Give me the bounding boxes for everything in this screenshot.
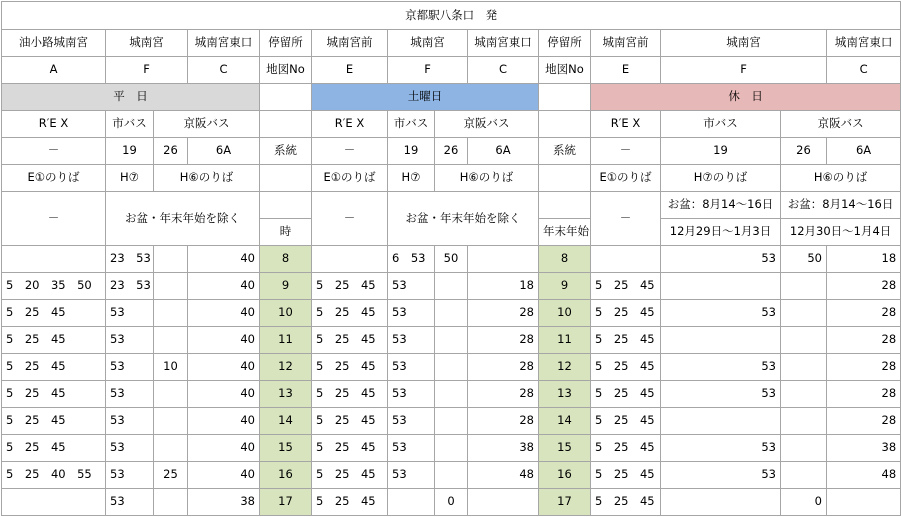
departure-cell bbox=[781, 408, 827, 435]
departure-cell: 28 bbox=[468, 408, 539, 435]
departure-cell: 5 25 45 bbox=[591, 273, 661, 300]
hour-cell: 10 bbox=[260, 300, 312, 327]
departure-cell bbox=[661, 273, 781, 300]
route-number: 26 bbox=[435, 138, 468, 165]
map-code: C bbox=[188, 57, 260, 84]
map-code: C bbox=[468, 57, 539, 84]
departure-cell: 28 bbox=[468, 381, 539, 408]
table-row bbox=[2, 327, 901, 354]
hour-cell: 14 bbox=[260, 408, 312, 435]
blank-cell bbox=[539, 111, 591, 138]
departure-cell bbox=[154, 273, 188, 300]
departure-cell: 0 bbox=[781, 489, 827, 516]
stop-name: 城南宮 bbox=[661, 30, 827, 57]
departure-cell: 40 bbox=[188, 354, 260, 381]
service-note: お盆・年末年始を除く bbox=[106, 192, 260, 246]
operator-rex: R′E X bbox=[2, 111, 106, 138]
rex-note: － bbox=[2, 192, 106, 246]
stop-label: 停留所 bbox=[260, 30, 312, 57]
platform-label: H⑦ bbox=[106, 165, 154, 192]
stop-name: 油小路城南宮 bbox=[2, 30, 106, 57]
weekday-header: 平 日 bbox=[2, 84, 260, 111]
departure-cell: 53 bbox=[661, 300, 781, 327]
departure-cell: 53 bbox=[106, 381, 154, 408]
departure-cell: 5 25 45 bbox=[2, 381, 106, 408]
departure-cell: 5 25 45 bbox=[312, 354, 388, 381]
timetable-rows bbox=[2, 246, 901, 516]
departure-cell: 5 25 45 bbox=[2, 327, 106, 354]
departure-cell: 5 25 45 bbox=[591, 327, 661, 354]
departure-cell bbox=[781, 381, 827, 408]
departure-cell: 5 20 35 50 bbox=[2, 273, 106, 300]
stop-name: 城南宮東口 bbox=[188, 30, 260, 57]
departure-cell: 48 bbox=[468, 462, 539, 489]
departure-cell: 53 bbox=[388, 462, 435, 489]
departure-cell bbox=[435, 327, 468, 354]
departure-cell: 5 25 45 bbox=[312, 462, 388, 489]
departure-cell: 38 bbox=[188, 489, 260, 516]
departure-cell: 53 bbox=[106, 408, 154, 435]
route-number: 26 bbox=[154, 138, 188, 165]
hour-cell: 16 bbox=[539, 462, 591, 489]
platform-label: E①のりば bbox=[312, 165, 388, 192]
stop-name: 城南宮 bbox=[388, 30, 468, 57]
platform-label: E①のりば bbox=[2, 165, 106, 192]
departure-cell bbox=[781, 327, 827, 354]
departure-cell: 38 bbox=[827, 435, 901, 462]
departure-cell: 53 bbox=[388, 408, 435, 435]
table-row bbox=[2, 408, 901, 435]
departure-cell bbox=[154, 246, 188, 273]
departure-cell: 53 bbox=[388, 273, 435, 300]
departure-cell: 23 53 bbox=[106, 246, 154, 273]
route-number: 6A bbox=[827, 138, 901, 165]
departure-cell: 53 bbox=[388, 354, 435, 381]
departure-cell: 6 53 bbox=[388, 246, 435, 273]
departure-cell: 5 25 45 bbox=[591, 408, 661, 435]
hour-cell: 13 bbox=[260, 381, 312, 408]
departure-cell: 28 bbox=[827, 381, 901, 408]
departure-cell: 23 53 bbox=[106, 273, 154, 300]
hour-cell: 9 bbox=[260, 273, 312, 300]
departure-cell bbox=[435, 273, 468, 300]
departure-cell bbox=[154, 489, 188, 516]
departure-cell bbox=[154, 381, 188, 408]
departure-cell: 5 25 45 bbox=[312, 489, 388, 516]
blank-cell bbox=[260, 84, 312, 111]
departure-cell: 40 bbox=[188, 273, 260, 300]
map-code: A bbox=[2, 57, 106, 84]
hour-cell: 12 bbox=[539, 354, 591, 381]
departure-cell bbox=[781, 354, 827, 381]
departure-cell: 28 bbox=[827, 300, 901, 327]
departure-cell: 5 25 45 bbox=[312, 408, 388, 435]
route-label: 系統 bbox=[260, 138, 312, 165]
departure-cell: 40 bbox=[188, 435, 260, 462]
departure-cell bbox=[435, 408, 468, 435]
departure-cell: 53 bbox=[106, 435, 154, 462]
year-end-label: 年末年始 bbox=[539, 219, 591, 246]
departure-cell: 5 25 45 bbox=[2, 300, 106, 327]
table-row bbox=[2, 273, 901, 300]
rex-note: － bbox=[591, 192, 661, 246]
departure-cell: 53 bbox=[106, 489, 154, 516]
departure-cell bbox=[661, 489, 781, 516]
departure-cell: 25 bbox=[154, 462, 188, 489]
departure-cell: 53 bbox=[661, 435, 781, 462]
departure-cell bbox=[2, 489, 106, 516]
departure-cell: 40 bbox=[188, 327, 260, 354]
departure-cell: 53 bbox=[661, 381, 781, 408]
departure-cell: 53 bbox=[661, 354, 781, 381]
departure-cell bbox=[312, 246, 388, 273]
stop-name: 城南宮東口 bbox=[827, 30, 901, 57]
operator-keihan-bus: 京阪バス bbox=[435, 111, 539, 138]
departure-cell bbox=[661, 327, 781, 354]
hour-cell: 8 bbox=[260, 246, 312, 273]
service-note: お盆・年末年始を除く bbox=[388, 192, 539, 246]
table-row bbox=[2, 489, 901, 516]
departure-cell: 28 bbox=[827, 354, 901, 381]
table-row bbox=[2, 435, 901, 462]
departure-cell: 5 25 45 bbox=[312, 381, 388, 408]
departure-cell bbox=[661, 408, 781, 435]
hour-cell: 17 bbox=[260, 489, 312, 516]
route-number: 19 bbox=[106, 138, 154, 165]
departure-cell bbox=[435, 381, 468, 408]
route-number: － bbox=[2, 138, 106, 165]
table-row bbox=[2, 354, 901, 381]
departure-cell bbox=[154, 435, 188, 462]
departure-cell: 53 bbox=[661, 462, 781, 489]
service-note: お盆：8月14～16日 bbox=[661, 192, 781, 219]
platform-label: H⑥のりば bbox=[781, 165, 901, 192]
departure-cell: 5 25 45 bbox=[312, 435, 388, 462]
table-row bbox=[2, 462, 901, 489]
departure-cell bbox=[154, 300, 188, 327]
stop-name: 城南宮 bbox=[106, 30, 188, 57]
map-code: E bbox=[591, 57, 661, 84]
map-code: F bbox=[388, 57, 468, 84]
departure-cell: 40 bbox=[188, 300, 260, 327]
route-number: － bbox=[312, 138, 388, 165]
operator-city-bus: 市バス bbox=[661, 111, 781, 138]
departure-cell bbox=[435, 435, 468, 462]
blank-cell bbox=[539, 165, 591, 192]
rex-note: － bbox=[312, 192, 388, 246]
hour-cell: 8 bbox=[539, 246, 591, 273]
hour-cell: 9 bbox=[539, 273, 591, 300]
departure-cell bbox=[435, 462, 468, 489]
route-number: 26 bbox=[781, 138, 827, 165]
platform-label: H⑥のりば bbox=[154, 165, 260, 192]
operator-keihan-bus: 京阪バス bbox=[154, 111, 260, 138]
departure-cell: 53 bbox=[388, 300, 435, 327]
platform-label: H⑥のりば bbox=[435, 165, 539, 192]
departure-cell: 5 25 45 bbox=[312, 300, 388, 327]
departure-cell: 53 bbox=[106, 327, 154, 354]
departure-cell: 5 25 45 bbox=[591, 489, 661, 516]
departure-cell: 40 bbox=[188, 408, 260, 435]
departure-cell: 28 bbox=[468, 327, 539, 354]
route-number: 19 bbox=[661, 138, 781, 165]
route-number: 6A bbox=[188, 138, 260, 165]
platform-label: E①のりば bbox=[591, 165, 661, 192]
departure-cell bbox=[781, 435, 827, 462]
departure-cell: 50 bbox=[435, 246, 468, 273]
departure-cell bbox=[781, 462, 827, 489]
departure-cell: 28 bbox=[827, 408, 901, 435]
hour-cell: 11 bbox=[260, 327, 312, 354]
stop-name: 城南宮前 bbox=[591, 30, 661, 57]
hour-cell: 12 bbox=[260, 354, 312, 381]
departure-cell bbox=[154, 408, 188, 435]
hour-cell: 17 bbox=[539, 489, 591, 516]
operator-city-bus: 市バス bbox=[388, 111, 435, 138]
table-row bbox=[2, 300, 901, 327]
departure-cell: 40 bbox=[188, 381, 260, 408]
departure-cell: 5 25 45 bbox=[591, 435, 661, 462]
platform-label: H⑦ bbox=[388, 165, 435, 192]
hour-cell: 10 bbox=[539, 300, 591, 327]
operator-city-bus: 市バス bbox=[106, 111, 154, 138]
departure-cell: 0 bbox=[435, 489, 468, 516]
service-note: 12月29日～1月3日 bbox=[661, 219, 781, 246]
departure-cell: 10 bbox=[154, 354, 188, 381]
map-code: F bbox=[661, 57, 827, 84]
blank-cell bbox=[260, 165, 312, 192]
departure-cell bbox=[435, 354, 468, 381]
departure-cell bbox=[468, 246, 539, 273]
hour-cell: 16 bbox=[260, 462, 312, 489]
departure-cell: 18 bbox=[827, 246, 901, 273]
departure-cell: 5 25 45 bbox=[591, 300, 661, 327]
table-row bbox=[2, 381, 901, 408]
route-number: 19 bbox=[388, 138, 435, 165]
stop-label: 停留所 bbox=[539, 30, 591, 57]
saturday-header: 土曜日 bbox=[312, 84, 539, 111]
departure-cell bbox=[468, 489, 539, 516]
departure-cell: 40 bbox=[188, 246, 260, 273]
departure-cell bbox=[781, 273, 827, 300]
blank-cell bbox=[539, 192, 591, 219]
departure-cell: 5 25 45 bbox=[2, 408, 106, 435]
blank-cell bbox=[539, 84, 591, 111]
departure-cell: 48 bbox=[827, 462, 901, 489]
departure-cell: 28 bbox=[827, 327, 901, 354]
departure-cell bbox=[435, 300, 468, 327]
departure-cell: 5 25 45 bbox=[591, 354, 661, 381]
departure-cell: 28 bbox=[468, 354, 539, 381]
departure-cell: 5 25 45 bbox=[591, 381, 661, 408]
blank-cell bbox=[260, 111, 312, 138]
route-number: － bbox=[591, 138, 661, 165]
departure-cell: 38 bbox=[468, 435, 539, 462]
route-number: 6A bbox=[468, 138, 539, 165]
departure-cell: 28 bbox=[468, 300, 539, 327]
departure-cell: 53 bbox=[106, 462, 154, 489]
departure-cell: 5 25 45 bbox=[312, 273, 388, 300]
service-note: お盆：8月14～16日 bbox=[781, 192, 901, 219]
operator-rex: R′E X bbox=[591, 111, 661, 138]
map-code: C bbox=[827, 57, 901, 84]
departure-cell: 5 25 40 55 bbox=[2, 462, 106, 489]
departure-cell: 53 bbox=[661, 246, 781, 273]
departure-cell: 53 bbox=[106, 354, 154, 381]
platform-label: H⑦のりば bbox=[661, 165, 781, 192]
operator-keihan-bus: 京阪バス bbox=[781, 111, 901, 138]
blank-cell bbox=[260, 192, 312, 219]
departure-cell bbox=[388, 489, 435, 516]
departure-cell bbox=[827, 489, 901, 516]
departure-cell bbox=[591, 246, 661, 273]
hour-cell: 15 bbox=[260, 435, 312, 462]
hour-label: 時 bbox=[260, 219, 312, 246]
departure-cell: 40 bbox=[188, 462, 260, 489]
hour-cell: 15 bbox=[539, 435, 591, 462]
timetable bbox=[1, 1, 901, 516]
departure-cell: 5 25 45 bbox=[2, 435, 106, 462]
departure-cell: 53 bbox=[388, 381, 435, 408]
departure-cell: 53 bbox=[388, 327, 435, 354]
map-no-label: 地図No bbox=[260, 57, 312, 84]
departure-cell bbox=[781, 300, 827, 327]
map-no-label: 地図No bbox=[539, 57, 591, 84]
hour-cell: 13 bbox=[539, 381, 591, 408]
map-code: E bbox=[312, 57, 388, 84]
service-note: 12月30日～1月4日 bbox=[781, 219, 901, 246]
departure-cell: 53 bbox=[106, 300, 154, 327]
table-row bbox=[2, 246, 901, 273]
departure-cell: 28 bbox=[827, 273, 901, 300]
departure-cell: 5 25 45 bbox=[312, 327, 388, 354]
hour-cell: 11 bbox=[539, 327, 591, 354]
departure-cell: 5 25 45 bbox=[591, 462, 661, 489]
departure-cell: 18 bbox=[468, 273, 539, 300]
table-title: 京都駅八条口 発 bbox=[2, 2, 901, 30]
stop-name: 城南宮東口 bbox=[468, 30, 539, 57]
departure-cell bbox=[2, 246, 106, 273]
route-label: 系統 bbox=[539, 138, 591, 165]
departure-cell: 53 bbox=[388, 435, 435, 462]
hour-cell: 14 bbox=[539, 408, 591, 435]
departure-cell: 50 bbox=[781, 246, 827, 273]
operator-rex: R′E X bbox=[312, 111, 388, 138]
map-code: F bbox=[106, 57, 188, 84]
departure-cell: 5 25 45 bbox=[2, 354, 106, 381]
departure-cell bbox=[154, 327, 188, 354]
stop-name: 城南宮前 bbox=[312, 30, 388, 57]
holiday-header: 休 日 bbox=[591, 84, 901, 111]
